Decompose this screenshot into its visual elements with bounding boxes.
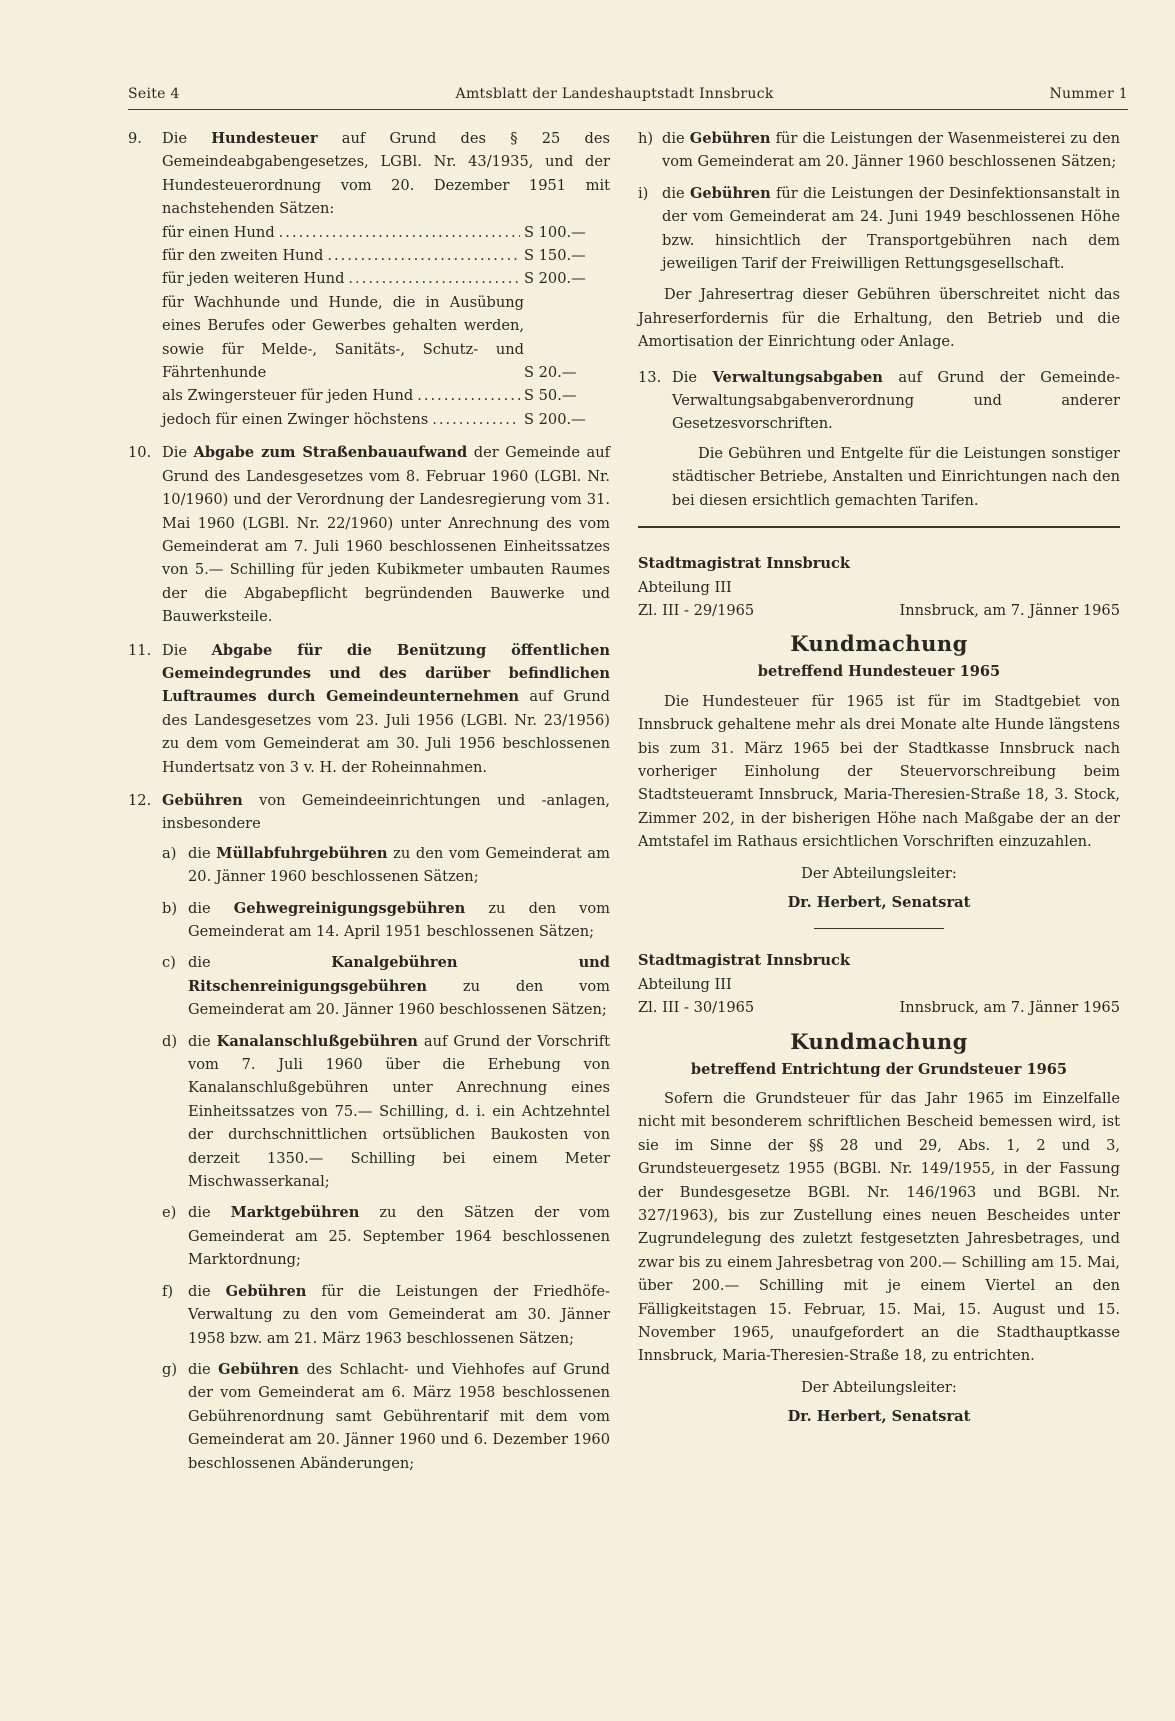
sub-item-d: d) die Kanalanschlußgebühren auf Grund der Vorschrift vom 7. Juli 1960 über die Erhebung von Kanalanschlußgebühren unter Anrechnung eines Einheitssatzes von 75.— Schilling, d. i. ein Achtzehntel der durchschnittlichen ortsüblichen Baukosten von derzeit 1350.— Schilling bei einem Meter Mischwasserkanal;: [162, 1032, 611, 1191]
notice-reference-line: Zl. III - 30/1965 Innsbruck, am 7. Jänner 1965: [638, 999, 1120, 1017]
notice-office: Stadtmagistrat Innsbruck: [638, 555, 851, 573]
item-10: [128, 441, 610, 628]
item-9: [128, 127, 610, 431]
notice-department: Abteilung III: [638, 975, 732, 993]
notice-divider: [814, 928, 944, 929]
item-text: Gebühren von Gemeindeeinrichtungen und -anlagen, insbesondere: [162, 791, 610, 833]
item-text: Die Abgabe zum Straßenbauaufwand der Gemeinde auf Grund des Landesgesetzes vom 8. Februar 1960 (LGBl. Nr. 10/1960) und der Verordnung der Landesregierung vom 31. Mai 1960 (LGBl. Nr. 22/1960) unter Anrechnung des vom Gemeinderat am 7. Juli 1960 beschlossenen Einheitssatzes von 5.— Schilling für jeden Kubikmeter umbauten Raumes der die Abgabepflicht begründenden Bauwerke und Bauwerksteile.: [162, 444, 610, 626]
issue-number: Nummer 1: [1049, 86, 1128, 102]
fee-row: für jeden weiteren Hund ..... S 200.—: [162, 267, 610, 290]
item-12-closing: Der Jahresertrag dieser Gebühren überschreitet nicht das Jahreserfordernis für die Erhaltung, den Betrieb und die Amortisation der Einrichtung oder Anlage.: [638, 286, 1120, 351]
notice-body: Die Hundesteuer für 1965 ist für im Stadtgebiet von Innsbruck gehaltene mehr als drei Monate alte Hunde längstens bis zum 31. März 1965 bei der Stadtkasse Innsbruck nach vorheriger Einholung der Steuervorschreibung beim Stadtsteueramt Innsbruck, Maria-Theresien-Straße 18, 3. Stock, Zimmer 202, in der bisherigen Höhe nach Maßgabe der an der Amtstafel im Rathaus ersichtlichen Vorschriften einzuzahlen.: [638, 692, 1120, 851]
notice-signer: Dr. Herbert, Senatsrat: [787, 893, 971, 911]
item-12: [128, 789, 610, 1475]
fee-row: für den zweiten Hund ..... S 150.—: [162, 244, 610, 267]
notice-signoff: Der Abteilungsleiter:: [801, 864, 957, 882]
sub-item-f: f) die Gebühren für die Leistungen der Friedhöfe-Verwaltung zu den vom Gemeinderat am 30. Jänner 1958 bzw. am 21. März 1963 beschlossenen Sätzen;: [162, 1282, 610, 1347]
notice-title: Kundmachung: [790, 1028, 968, 1054]
page-number: Seite 4: [128, 86, 180, 102]
sub-item-e: e) die Marktgebühren zu den Sätzen der vom Gemeinderat am 25. September 1964 beschlossenen Marktordnung;: [162, 1204, 610, 1269]
right-column: [638, 127, 1120, 1429]
sub-item-i: i) die Gebühren für die Leistungen der Desinfektionsanstalt in der vom Gemeinderat am 24. Juni 1949 beschlossenen Höhe bzw. hinsichtlich der Transportgebühren nach dem jeweiligen Tarif der Freiwilligen Rettungsgesellschaft.: [638, 184, 1121, 273]
notice-signoff: Der Abteilungsleiter:: [801, 1378, 957, 1396]
item-number: 12.: [128, 791, 152, 809]
sub-item-a: a) die Müllabfuhrgebühren zu den vom Gemeinderat am 20. Jänner 1960 beschlossenen Sätzen;: [162, 844, 610, 886]
item-text: Die Verwaltungsabgaben auf Grund der Gemeinde-Verwaltungsabgabenverordnung und anderer Gesetzesvorschriften.: [672, 368, 1120, 433]
sub-item-g: g) die Gebühren des Schlacht- und Viehhofes auf Grund der vom Gemeinderat am 6. März 1958 beschlossenen Gebührenordnung samt Gebührentarif mit dem vom Gemeinderat am 20. Jänner 1960 und 6. Dezember 1960 beschlossenen Abänderungen;: [162, 1360, 610, 1472]
notice-department: Abteilung III: [638, 578, 732, 596]
page-header: [128, 86, 1128, 102]
notice-reference-line: Zl. III - 29/1965 Innsbruck, am 7. Jänner 1965: [638, 601, 1120, 619]
item-number: 13.: [638, 368, 662, 386]
publication-title: Amtsblatt der Landeshauptstadt Innsbruck: [455, 86, 774, 102]
item-number: 9.: [128, 130, 142, 147]
fee-row-kennel: als Zwingersteuer für jeden Hund ..... S 50.—: [162, 384, 610, 407]
left-column: [128, 127, 610, 1485]
fee-row-max: jedoch für einen Zwinger höchstens ..... S 200.—: [162, 408, 610, 431]
sub-item-h: h) die Gebühren für die Leistungen der Wasenmeisterei zu den vom Gemeinderat am 20. Jänner 1960 beschlossenen Sätzen;: [638, 130, 1120, 171]
section-divider: [638, 526, 1120, 528]
notice-body: Sofern die Grundsteuer für das Jahr 1965 im Einzelfalle nicht mit besonderem schriftlichen Bescheid bemessen wird, ist sie im Sinne der §§ 28 und 29, Abs. 1, 2 und 3, Grundsteuergesetz 1955 (BGBl. Nr. 149/1955, in der Fassung der Bundesgesetze BGBl. Nr. 146/1963 und BGBl. Nr. 327/1963), bis zur Zustellung eines neuen Bescheides unter Zugrundelegung des zuletzt festgesetzten Jahresbetrages, und zwar bis zu einem Jahresbetrag von 200.— Schilling am 15. Mai, über 200.— Schilling mit je einem Viertel an den Fälligkeitstagen 15. Februar, 15. Mai, 15. August und 15. November 1965, unaufgefordert an die Stadthauptkasse Innsbruck, Maria-Theresien-Straße 18, zu entrichten.: [638, 1090, 1120, 1365]
notice-subtitle: betreffend Hundesteuer 1965: [757, 663, 1001, 681]
fee-row-working-dogs: für Wachhunde und Hunde, die in Ausübung eines Berufes oder Gewerbes gehalten werden, sowie für Melde-, Sanitäts-, Schutz- und Fährtenhunde S 20.—: [162, 293, 577, 382]
sub-item-c: c) die Kanalgebühren und Ritschenreinigungsgebühren zu den vom Gemeinderat am 20. Jänner 1960 beschlossenen Sätzen;: [162, 954, 610, 1019]
notice-signer: Dr. Herbert, Senatsrat: [787, 1408, 971, 1426]
item-text: Die Hundesteuer auf Grund des § 25 des Gemeindeabgabengesetzes, LGBl. Nr. 43/1935, und der Hundesteuerordnung vom 20. Dezember 1951 mit nachstehenden Sätzen:: [162, 130, 610, 218]
item-text: Die Abgabe für die Benützung öffentlichen Gemeindegrundes und des darüber befindlichen Luftraumes durch Gemeindeunternehmen auf Grund des Landesgesetzes vom 23. Juli 1956 (LGBl. Nr. 23/1956) zu dem vom Gemeinderat am 30. Juli 1956 beschlossenen Hundertsatz von 3 v. H. der Roheinnahmen.: [162, 641, 610, 776]
item-13-closing: Die Gebühren und Entgelte für die Leistungen sonstiger städtischer Betriebe, Anstalten und Einrichtungen nach den bei diesen ersichtlich gemachten Tarifen.: [672, 444, 1120, 509]
notice-subtitle: betreffend Entrichtung der Grundsteuer 1965: [690, 1060, 1068, 1078]
item-13: [638, 366, 1120, 512]
header-divider: [128, 109, 1128, 110]
sub-item-b: b) die Gehwegreinigungsgebühren zu den vom Gemeinderat am 14. April 1951 beschlossenen Sätzen;: [162, 899, 610, 940]
item-number: 10.: [128, 444, 152, 462]
fee-row: für einen Hund ..... S 100.—: [162, 221, 610, 244]
item-11: [128, 639, 610, 779]
notice-dog-tax: [638, 552, 1120, 914]
item-number: 11.: [128, 641, 152, 659]
notice-title: Kundmachung: [790, 631, 968, 657]
notice-office: Stadtmagistrat Innsbruck: [638, 952, 851, 970]
notice-land-tax: [638, 949, 1120, 1428]
